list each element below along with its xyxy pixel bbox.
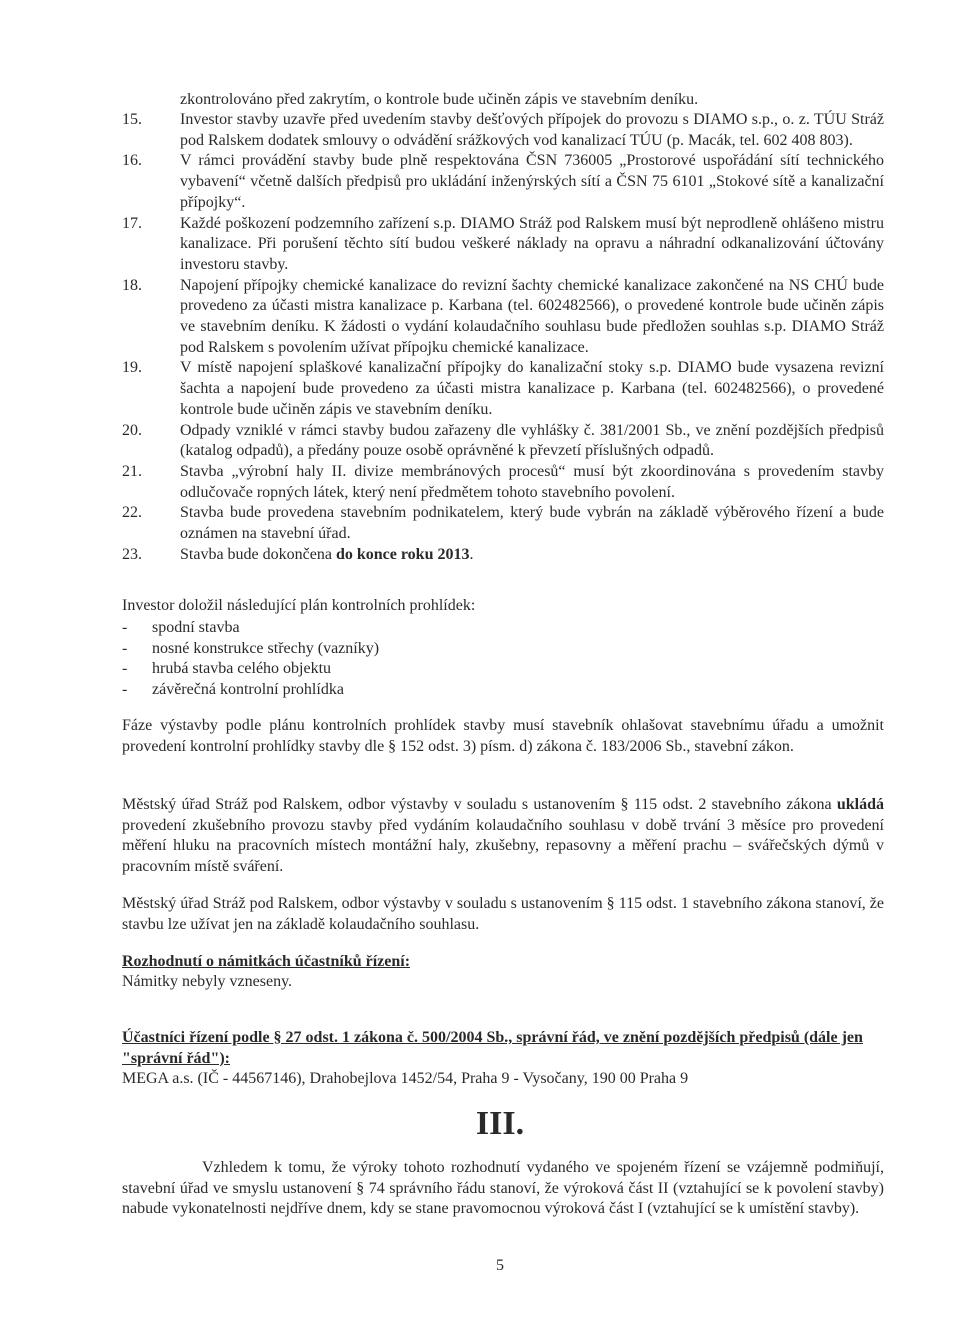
paragraph-phases: Fáze výstavby podle plánu kontrolních prohlídek stavby musí stavebník ohlašovat stavebnímu úřadu a umožnit provedení kontrolní prohlídky stavby dle § 152 odst. 3) písm. d) zákona č. 183/2006 Sb., stavební zákon. bbox=[122, 717, 884, 755]
dash-marker: - bbox=[122, 639, 128, 657]
item-number: 19. bbox=[122, 359, 142, 377]
item-text: Každé poškození podzemního zařízení s.p. DIAMO Stráž pod Ralskem musí být neprodleně ohlášeno mistru kanalizace. Při porušení těchto sítí budou veškeré náklady na opravu a náhradní odkanalizování účtovány investoru stavby. bbox=[180, 214, 884, 273]
list-item bbox=[122, 110, 884, 151]
item-number: 21. bbox=[122, 462, 142, 480]
item-text: Napojení přípojky chemické kanalizace do revizní šachty chemické kanalizace zakončené na NS CHÚ bude provedeno za účasti mistra kanalizace p. Karbana (tel. 602482566), o provedené kontrole bude učiněn zápis ve stavebním deníku. K žádosti o vydání kolaudačního souhlasu bude předložen souhlas s.p. DIAMO Stráž pod Ralskem s povolením užívat přípojku chemické kanalizace. bbox=[180, 276, 884, 356]
inspections-list bbox=[122, 618, 379, 701]
inspection-text: nosné konstrukce střechy (vazníky) bbox=[152, 639, 380, 657]
item-text bbox=[180, 545, 884, 566]
list-item bbox=[122, 276, 884, 359]
paragraph-usage: Městský úřad Stráž pod Ralskem, odbor výstavby v souladu s ustanovením § 115 odst. 1 stavebního zákona stanoví, že stavbu lze užívat jen na základě kolaudačního souhlasu. bbox=[122, 895, 884, 933]
paragraph-part: Městský úřad Stráž pod Ralskem, odbor výstavby v souladu s ustanovením § 115 odst. 2 stavebního zákona bbox=[122, 796, 837, 813]
item-number: 17. bbox=[122, 214, 142, 232]
item-number: 22. bbox=[122, 504, 142, 522]
item-text: Investor stavby uzavře před uvedením stavby dešťových přípojek do provozu s DIAMO s.p., o. z. TÚU Stráž pod Ralskem dodatek smlouvy o odvádění srážkových vod kanalizací TÚU (p. Macák, tel. 602 408 803). bbox=[180, 111, 884, 149]
list-item bbox=[122, 545, 884, 566]
item-text: Stavba „výrobní haly II. divize membránových procesů“ musí být zkoordinována s provedením stavby odlučovače ropných látek, který není předmětem tohoto stavebního povolení. bbox=[180, 462, 884, 501]
item-text: V místě napojení splaškové kanalizační přípojky do kanalizační stoky s.p. DIAMO bude vysazena revizní šachta a napojení bude provedeno za účasti mistra kanalizace p. Karbana (tel. 602482566), o provedené kontrole bude učiněn zápis ve stavebním deníku. bbox=[180, 359, 884, 418]
emphasis-ordered: ukládá bbox=[836, 796, 884, 813]
inspections-intro: Investor doložil následující plán kontrolních prohlídek: bbox=[122, 597, 476, 614]
list-item bbox=[122, 639, 379, 660]
item-number: 23. bbox=[122, 545, 142, 563]
list-item bbox=[122, 421, 884, 462]
inspection-text: hrubá stavba celého objektu bbox=[152, 660, 332, 678]
inspection-text: spodní stavba bbox=[152, 619, 240, 636]
list-item bbox=[122, 358, 884, 420]
list-item bbox=[122, 680, 379, 701]
paragraph-trial-operation bbox=[122, 795, 884, 878]
participant-text: MEGA a.s. (IČ - 44567146), Drahobejlova 1452/54, Praha 9 - Vysočany, 190 00 Praha 9 bbox=[122, 1070, 689, 1087]
list-item bbox=[122, 503, 884, 544]
objections-text: Námitky nebyly vzneseny. bbox=[122, 973, 293, 990]
paragraph-part: provedení zkušebního provozu stavby před vydáním kolaudačního souhlasu v době trvání 3 měsíce pro provedení měření hluku na pracovních místech montážní haly, zkušebny, repasovny a měření prachu – svářečských dýmů v pracovním místě sváření. bbox=[122, 816, 884, 876]
inspection-text: závěrečná kontrolní prohlídka bbox=[152, 681, 344, 699]
list-item bbox=[122, 462, 884, 503]
heading-objections: Rozhodnutí o námitkách účastníků řízení: bbox=[122, 953, 411, 970]
heading-participants: Účastníci řízení podle § 27 odst. 1 zákona č. 500/2004 Sb., správní řád, ve znění pozdějších předpisů (dále jen "správní řád"): bbox=[122, 1029, 863, 1067]
item-text: Stavba bude provedena stavebním podnikatelem, který bude vybrán na základě výběrového řízení a bude oznámen na stavební úřad. bbox=[180, 504, 884, 543]
list-item bbox=[122, 214, 884, 276]
item-number: 18. bbox=[122, 276, 142, 294]
dash-marker: - bbox=[122, 660, 128, 678]
list-item bbox=[122, 618, 379, 639]
list-item bbox=[122, 659, 379, 680]
dash-marker: - bbox=[122, 681, 128, 699]
completion-deadline: do konce roku 2013 bbox=[335, 545, 470, 563]
conditions-list bbox=[122, 110, 884, 565]
section-number: III. bbox=[475, 1105, 525, 1142]
page-number: 5 bbox=[496, 1257, 504, 1274]
item-text: V rámci provádění stavby bude plně respektována ČSN 736005 „Prostorové uspořádání sítí technického vybavení“ včetně dalších předpisů pro ukládání inženýrských sítí a ČSN 75 6101 „Stokové sítě a kanalizační přípojky“. bbox=[180, 152, 884, 211]
item-text-tail: . bbox=[469, 545, 474, 563]
item-text: Odpady vzniklé v rámci stavby budou zařazeny dle vyhlášky č. 381/2001 Sb., ve znění pozdějších předpisů (katalog odpadů), a předány pouze osobě oprávněné k převzetí příslušných odpadů. bbox=[180, 421, 884, 460]
paragraph-enforceability: Vzhledem k tomu, že výroky tohoto rozhodnutí vydaného ve spojeném řízení se vzájemně podmiňují, stavební úřad ve smyslu ustanovení § 74 správního řádu stanoví, že výroková část II (vztahující se k povolení stavby) nabude vykonatelnosti nejdříve dnem, kdy se stane pravomocnou výroková část I (vztahující se k umístění stavby). bbox=[122, 1159, 884, 1218]
item-number: 20. bbox=[122, 421, 142, 439]
dash-marker: - bbox=[122, 619, 128, 636]
item-text-part: Stavba bude dokončena bbox=[180, 545, 336, 563]
item-number: 16. bbox=[122, 152, 142, 170]
continuation-text: zkontrolováno před zakrytím, o kontrole bude učiněn zápis ve stavebním deníku. bbox=[180, 91, 699, 108]
item-number: 15. bbox=[122, 111, 142, 128]
list-item bbox=[122, 151, 884, 213]
